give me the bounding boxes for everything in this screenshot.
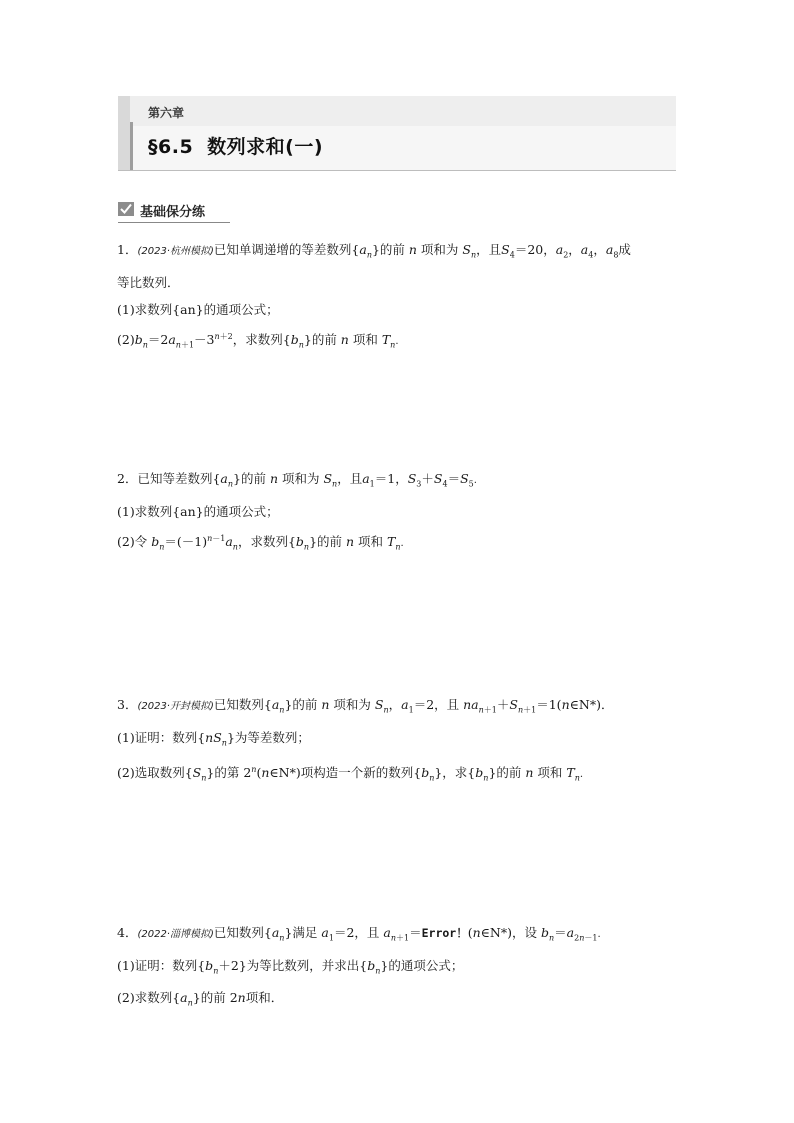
- problem-source: (2022·淄博模拟): [137, 929, 214, 940]
- section-label: 基础保分练: [140, 205, 206, 220]
- problem-source: (2023·杭州模拟): [137, 246, 214, 257]
- chapter-header: [118, 96, 676, 171]
- sub-question-2: (2)求数列$\{a_n\}$的前 2n项和．: [117, 990, 284, 1008]
- problem-number: 4．: [117, 925, 138, 940]
- sub-question-1: (1)证明：数列$\{b_n+2\}$为等比数列，并求出$\{b_n\}$的通项公式；: [117, 957, 464, 975]
- problem-stem: 1．(2023·杭州模拟)已知单调递增的等差数列$\{a_n\}$的前 n 项和为 $S_n$，且$S_4=20$，$a_2$，$a_4$，$a_8$成: [117, 242, 631, 260]
- problem-stem: 2．已知等差数列$\{a_n\}$的前 n 项和为 $S_n$，且$a_1=1$，$S_3+S_4=S_5$.: [117, 471, 477, 489]
- problem-4: [117, 919, 682, 1017]
- problem-3: [117, 691, 682, 792]
- problem-number: 1．: [117, 242, 138, 257]
- header-accent-bar: [118, 96, 130, 170]
- problem-number: 3．: [117, 697, 138, 712]
- problem-2: [117, 465, 682, 560]
- problem-stem: 3．(2023·开封模拟)已知数列$\{a_n\}$的前 n 项和为 $S_n$，$a_1=2$，且 $na_{n+1}+S_{n+1}=1(n\in N*)$．: [117, 697, 614, 715]
- sub-question-1: (1)求数列{an}的通项公式；: [117, 503, 279, 519]
- problem-number: 2．: [117, 471, 138, 486]
- problem-stem: 4．(2022·淄博模拟)已知数列$\{a_n\}$满足 $a_1=2$，且 $a_{n+1}=Error$！(n∈N*)，设 $b_n=a_{2n-1}$.: [117, 925, 601, 943]
- problem-stem-cont: 等比数列．: [117, 274, 180, 290]
- sub-question-1: (1)证明：数列$\{nS_n\}$为等差数列；: [117, 729, 310, 747]
- header-accent-line: [130, 122, 133, 170]
- sub-question-2: (2)选取数列$\{S_n\}$的第 2$^n$(n∈N*)项构造一个新的数列$\{b_n\}$，求$\{b_n\}$的前 n 项和 $T_n$.: [117, 765, 584, 783]
- problem-1: [117, 236, 682, 358]
- chapter-label: 第六章: [148, 106, 185, 120]
- error-token: Error！: [421, 926, 468, 940]
- section-title: 数列求和(一): [207, 136, 324, 158]
- section-heading: [118, 200, 230, 223]
- sub-question-1: (1)求数列{an}的通项公式；: [117, 301, 279, 317]
- sub-question-2: $(2)b_n=2a_{n+1}-3^{n+2}$，求数列$\{b_n\}$的前 n 项和 $T_n$.: [117, 331, 399, 350]
- page-title: [148, 132, 323, 159]
- section-number: §6.5: [148, 136, 194, 158]
- check-icon: [118, 202, 134, 216]
- problem-source: (2023·开封模拟): [137, 701, 214, 712]
- sub-question-2: (2)令 $b_n=(-1)^{n-1}a_n$，求数列$\{b_n\}$的前 n 项和 $T_n$.: [117, 533, 404, 552]
